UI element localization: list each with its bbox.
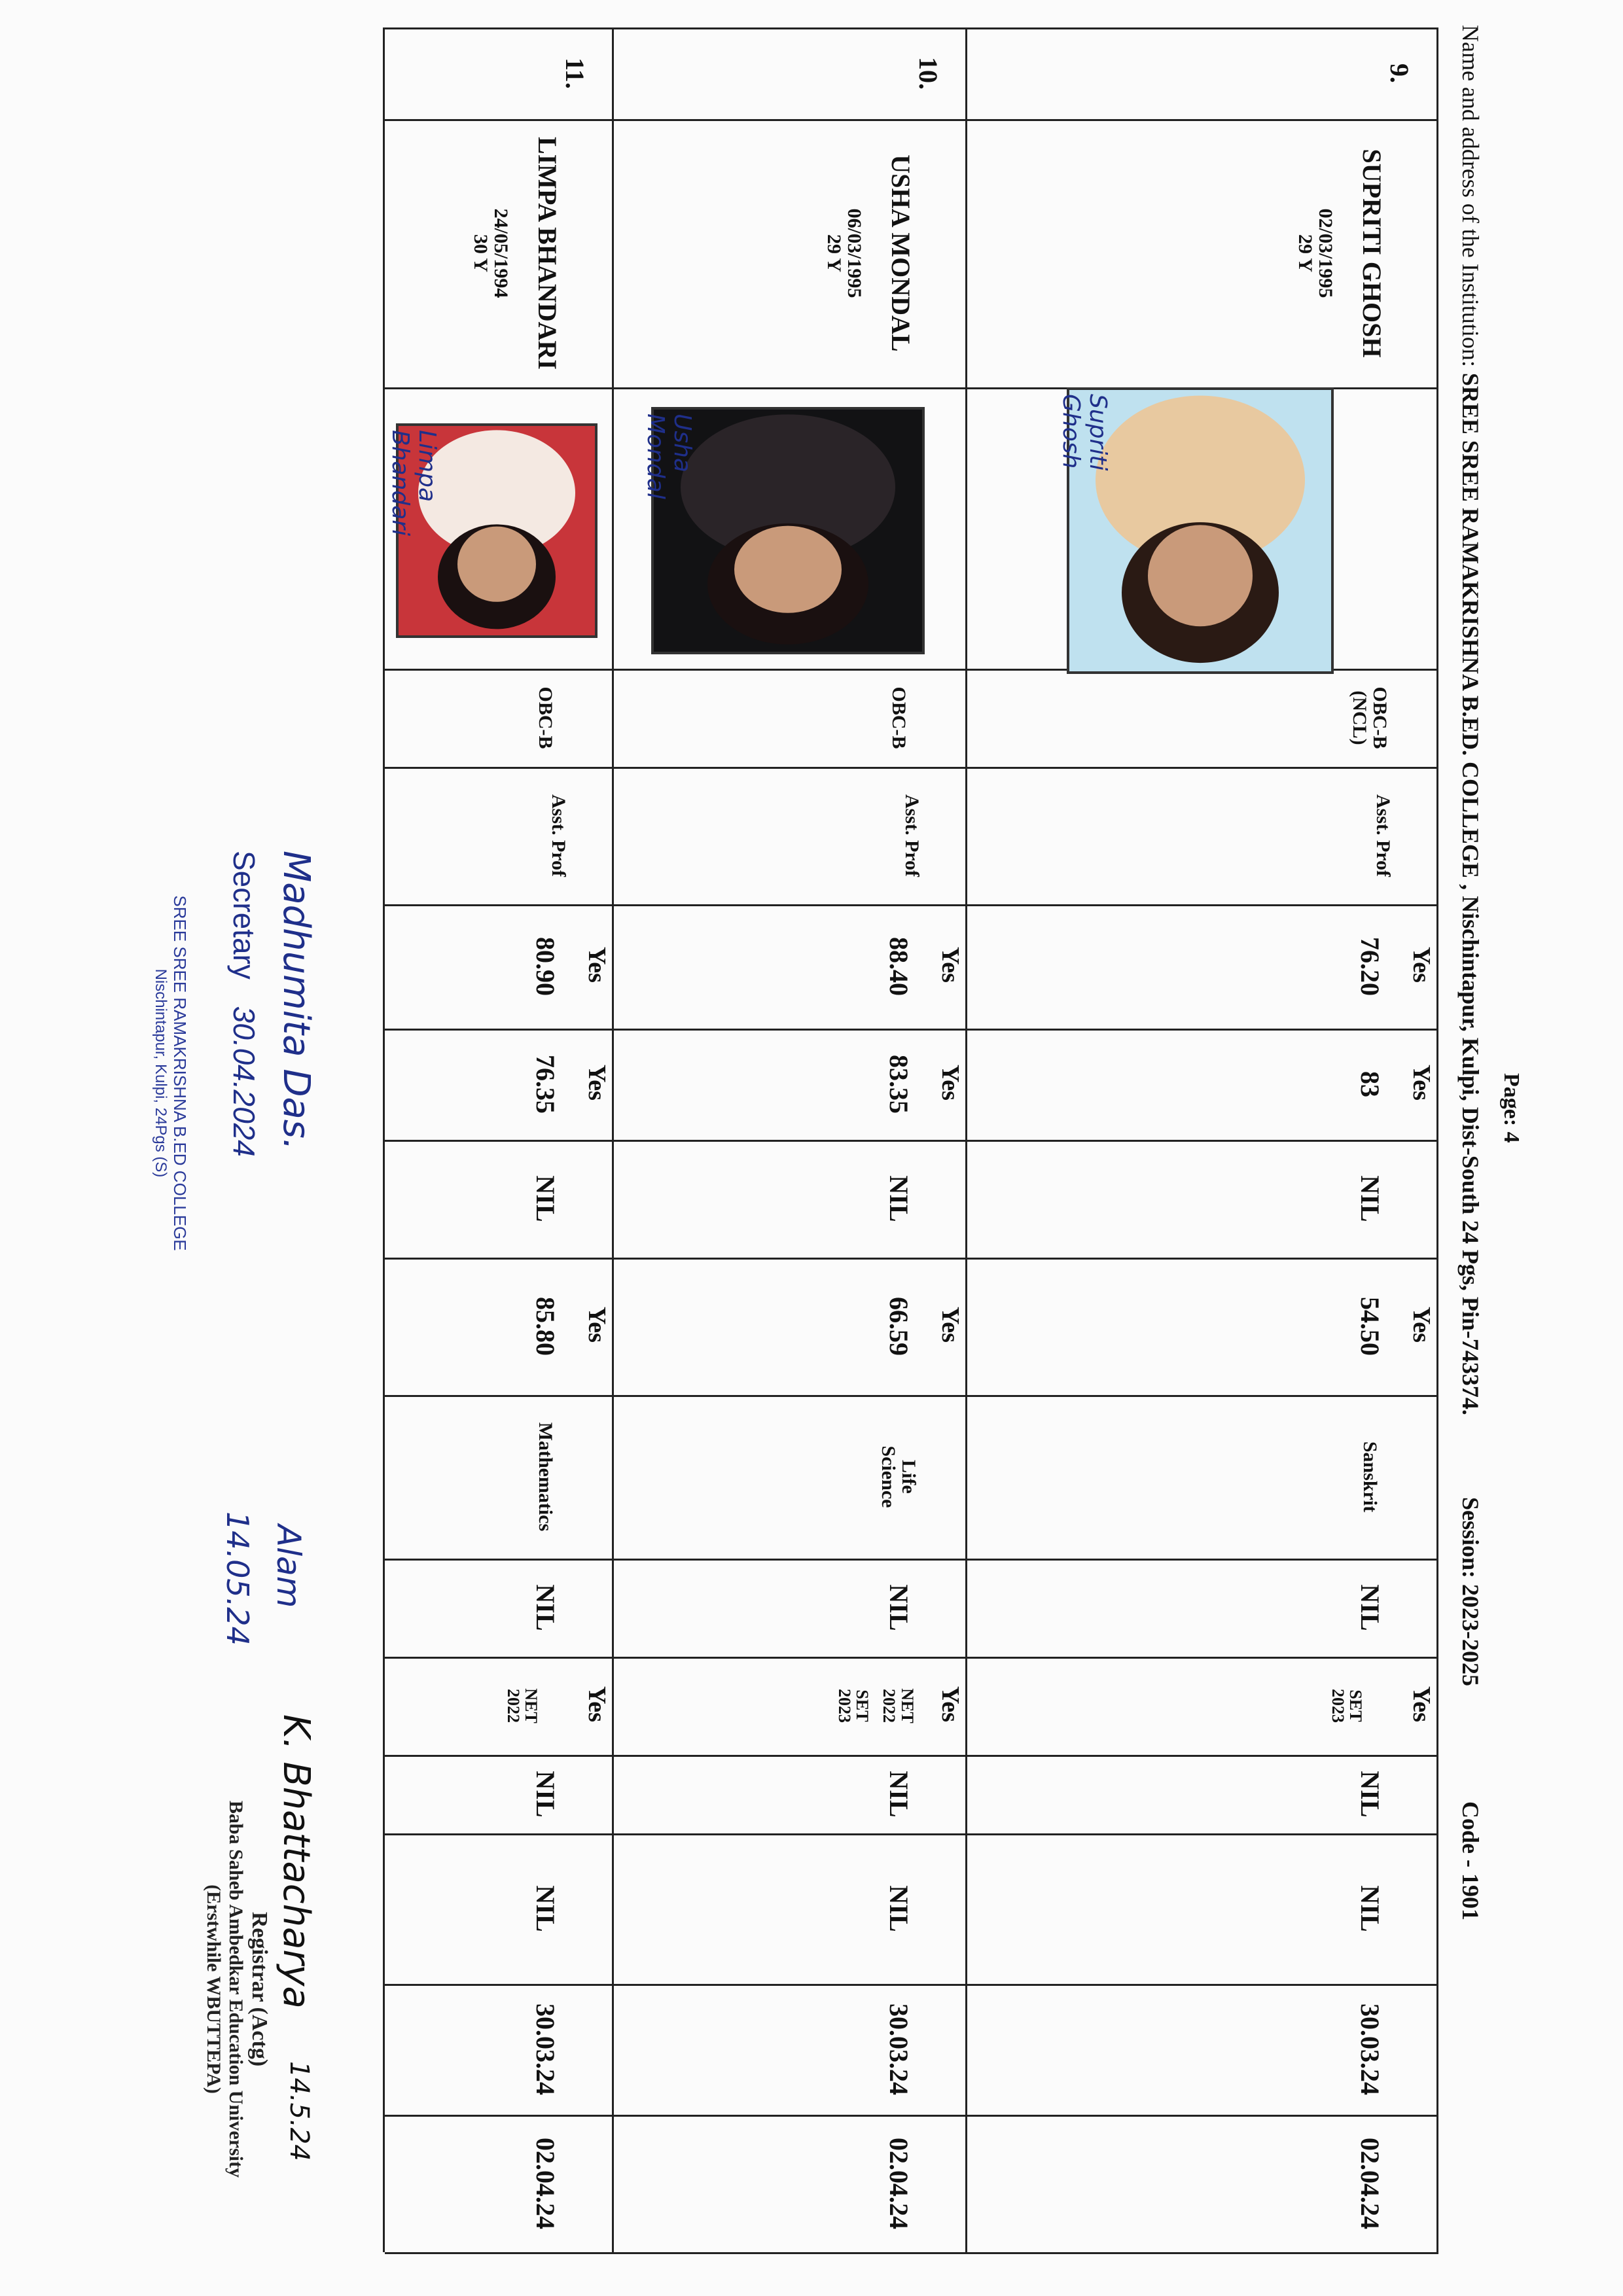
marks-a: 80.90 [531,937,560,996]
photo-signature: Supriti Ghosh [1058,394,1111,471]
marks-a-cell [496,904,594,1029]
marks-d-cell [1321,1258,1419,1395]
subject-cell [843,1395,954,1559]
value-g: NIL [1355,1771,1385,1818]
post-text: Asst. Prof [1372,794,1394,877]
value-e: NIL [884,1584,914,1631]
value-c-cell [849,1140,948,1258]
category-text: OBC-B [534,686,556,749]
category-text: (NCL) [1349,690,1370,745]
college-stamp-line1: SREE SREE RAMAKRISHNA B.ED COLLEGE [170,895,190,1251]
name-cell [1255,119,1425,387]
subject-text: Science [878,1445,899,1508]
date-2: 02.04.24 [1355,2138,1385,2229]
secretary-title-text: Secretary [227,851,261,980]
exam-text: 2023 [834,1689,854,1723]
exam-text: NET [522,1688,541,1723]
candidate-dob: 02/03/1995 [1315,208,1337,298]
value-c-cell [1321,1140,1419,1258]
name-cell [431,119,601,387]
date-1: 30.03.24 [531,2004,560,2095]
institution-header [1457,25,1484,2276]
code-label: Code - 1901 [1457,1801,1484,1920]
serial-number: 9. [1385,63,1414,83]
date-2: 02.04.24 [884,2138,914,2229]
table-column-line [385,2252,1438,2254]
subject-cell [490,1395,601,1559]
value-h-cell [1321,1833,1419,1984]
marks-d: 66.59 [884,1297,914,1356]
category-cell [843,669,954,767]
yes-mark: Yes [1408,947,1435,983]
secretary-date: 30.04.2024 [227,1006,261,1157]
marks-b-cell [849,1029,948,1140]
marks-b: 83 [1355,1071,1385,1097]
value-c-cell [496,1140,594,1258]
category-text: OBC-B [1369,686,1391,749]
value-g-cell [1321,1755,1419,1833]
value-h: NIL [531,1885,560,1932]
secretary-title [226,851,262,1157]
marks-d: 85.80 [531,1297,560,1356]
yes-mark: Yes [1408,1065,1435,1101]
secretary-signature: Madhumita Das. [275,851,317,1150]
candidate-dob: 24/05/1994 [490,208,512,298]
subject-text: Mathematics [534,1422,556,1532]
exam-text: 2022 [880,1689,899,1723]
exam-text: 2023 [1329,1689,1347,1723]
college-stamp [151,805,190,1341]
value-g: NIL [884,1771,914,1818]
candidate-name: SUPRITI GHOSH [1357,149,1387,358]
institution-name: SREE SREE RAMAKRISHNA B.ED. COLLEGE , Nischintapur, Kulpi, Dist-South 24 Pgs, Pin-743374. [1457,372,1484,1415]
candidate-name: LIMPA BHANDARI [533,137,563,370]
post-cell [1340,767,1425,904]
exam-cell [450,1657,594,1755]
yes-mark: Yes [936,1307,964,1343]
marks-b-cell [1321,1029,1419,1140]
marks-d-cell [496,1258,594,1395]
date-2: 02.04.24 [531,2138,560,2229]
marks-b: 76.35 [531,1055,560,1114]
value-e: NIL [1355,1584,1385,1631]
exam-text: 2022 [504,1689,523,1723]
exam-text: SET [853,1689,872,1722]
yes-mark: Yes [1408,1307,1435,1343]
post-cell [869,767,954,904]
value-e: NIL [531,1584,560,1631]
yes-mark: Yes [583,947,611,983]
post-text: Asst. Prof [901,794,923,877]
value-e-cell [496,1559,594,1657]
value-h-cell [849,1833,948,1984]
candidate-name: USHA MONDAL [886,154,916,352]
serial-number: 11. [560,58,590,89]
value-h: NIL [884,1885,914,1932]
serial-cell [902,27,954,119]
yes-mark: Yes [583,1686,611,1722]
value-h-cell [496,1833,594,1984]
value-c: NIL [1355,1175,1385,1222]
value-g-cell [496,1755,594,1833]
subject-text: Life [898,1460,920,1494]
yes-mark: Yes [583,1307,611,1343]
registrar-org: Baba Saheb Ambedkar Education University [225,1800,247,2178]
initial-signature: Alam [270,1525,308,1608]
serial-cell [548,27,601,119]
subject-text: Sanskrit [1359,1441,1381,1513]
exam-cell [804,1657,948,1755]
page-number: Page: 4 [1499,1073,1524,1143]
exam-cell [1275,1657,1419,1755]
date2-cell [849,2115,948,2252]
yes-mark: Yes [936,947,964,983]
yes-mark: Yes [936,1065,964,1101]
value-c: NIL [884,1175,914,1222]
name-cell [784,119,954,387]
marks-b: 83.35 [884,1055,914,1114]
marks-b-cell [496,1029,594,1140]
candidate-age: 29 Y [1294,234,1316,273]
candidate-age: 30 Y [470,234,491,273]
value-g: NIL [531,1771,560,1818]
registrar-erstwhile: (Erstwhile WBUTTEPA) [203,1884,224,2094]
serial-cell [1373,27,1425,119]
institution-label: Name and address of the Institution: [1457,25,1484,367]
date2-cell [496,2115,594,2252]
category-cell [490,669,601,767]
serial-number: 10. [914,57,943,90]
marks-a-cell [1321,904,1419,1029]
marks-d: 54.50 [1355,1297,1385,1356]
exam-text: NET [897,1688,917,1723]
registrar-date: 14.5.24 [284,2061,314,2161]
college-stamp-line2: Nischintapur, Kulpi, 24Pgs (S) [152,968,169,1178]
exam-text: SET [1346,1689,1366,1722]
subject-cell [1314,1395,1425,1559]
candidate-age: 29 Y [823,234,845,273]
yes-mark: Yes [583,1065,611,1101]
date1-cell [1321,1984,1419,2115]
photo-signature: Limpa Bhandari [387,430,440,537]
category-text: OBC-B [887,686,910,749]
date-1: 30.03.24 [1355,2004,1385,2095]
date1-cell [849,1984,948,2115]
photo-signature: Usha Mondal [642,414,696,499]
date-1: 30.03.24 [884,2004,914,2095]
yes-mark: Yes [1408,1686,1435,1722]
marks-a: 88.40 [884,937,914,996]
value-e-cell [849,1559,948,1657]
candidate-dob: 06/03/1995 [844,208,866,298]
value-c: NIL [531,1175,560,1222]
registrar-title: Registrar (Actg) [247,1911,272,2067]
value-g-cell [849,1755,948,1833]
registrar-signature: K. Bhattacharya [275,1714,317,2009]
post-cell [516,767,601,904]
category-cell [1314,669,1425,767]
registrar-block [202,1721,272,2257]
marks-a-cell [849,904,948,1029]
marks-d-cell [849,1258,948,1395]
post-text: Asst. Prof [547,794,569,877]
date2-cell [1321,2115,1419,2252]
date1-cell [496,1984,594,2115]
value-h: NIL [1355,1885,1385,1932]
session-label: Session: 2023-2025 [1457,1497,1484,1687]
yes-mark: Yes [936,1686,964,1722]
value-e-cell [1321,1559,1419,1657]
initial-date: 14.05.24 [220,1511,255,1646]
marks-a: 76.20 [1355,937,1385,996]
